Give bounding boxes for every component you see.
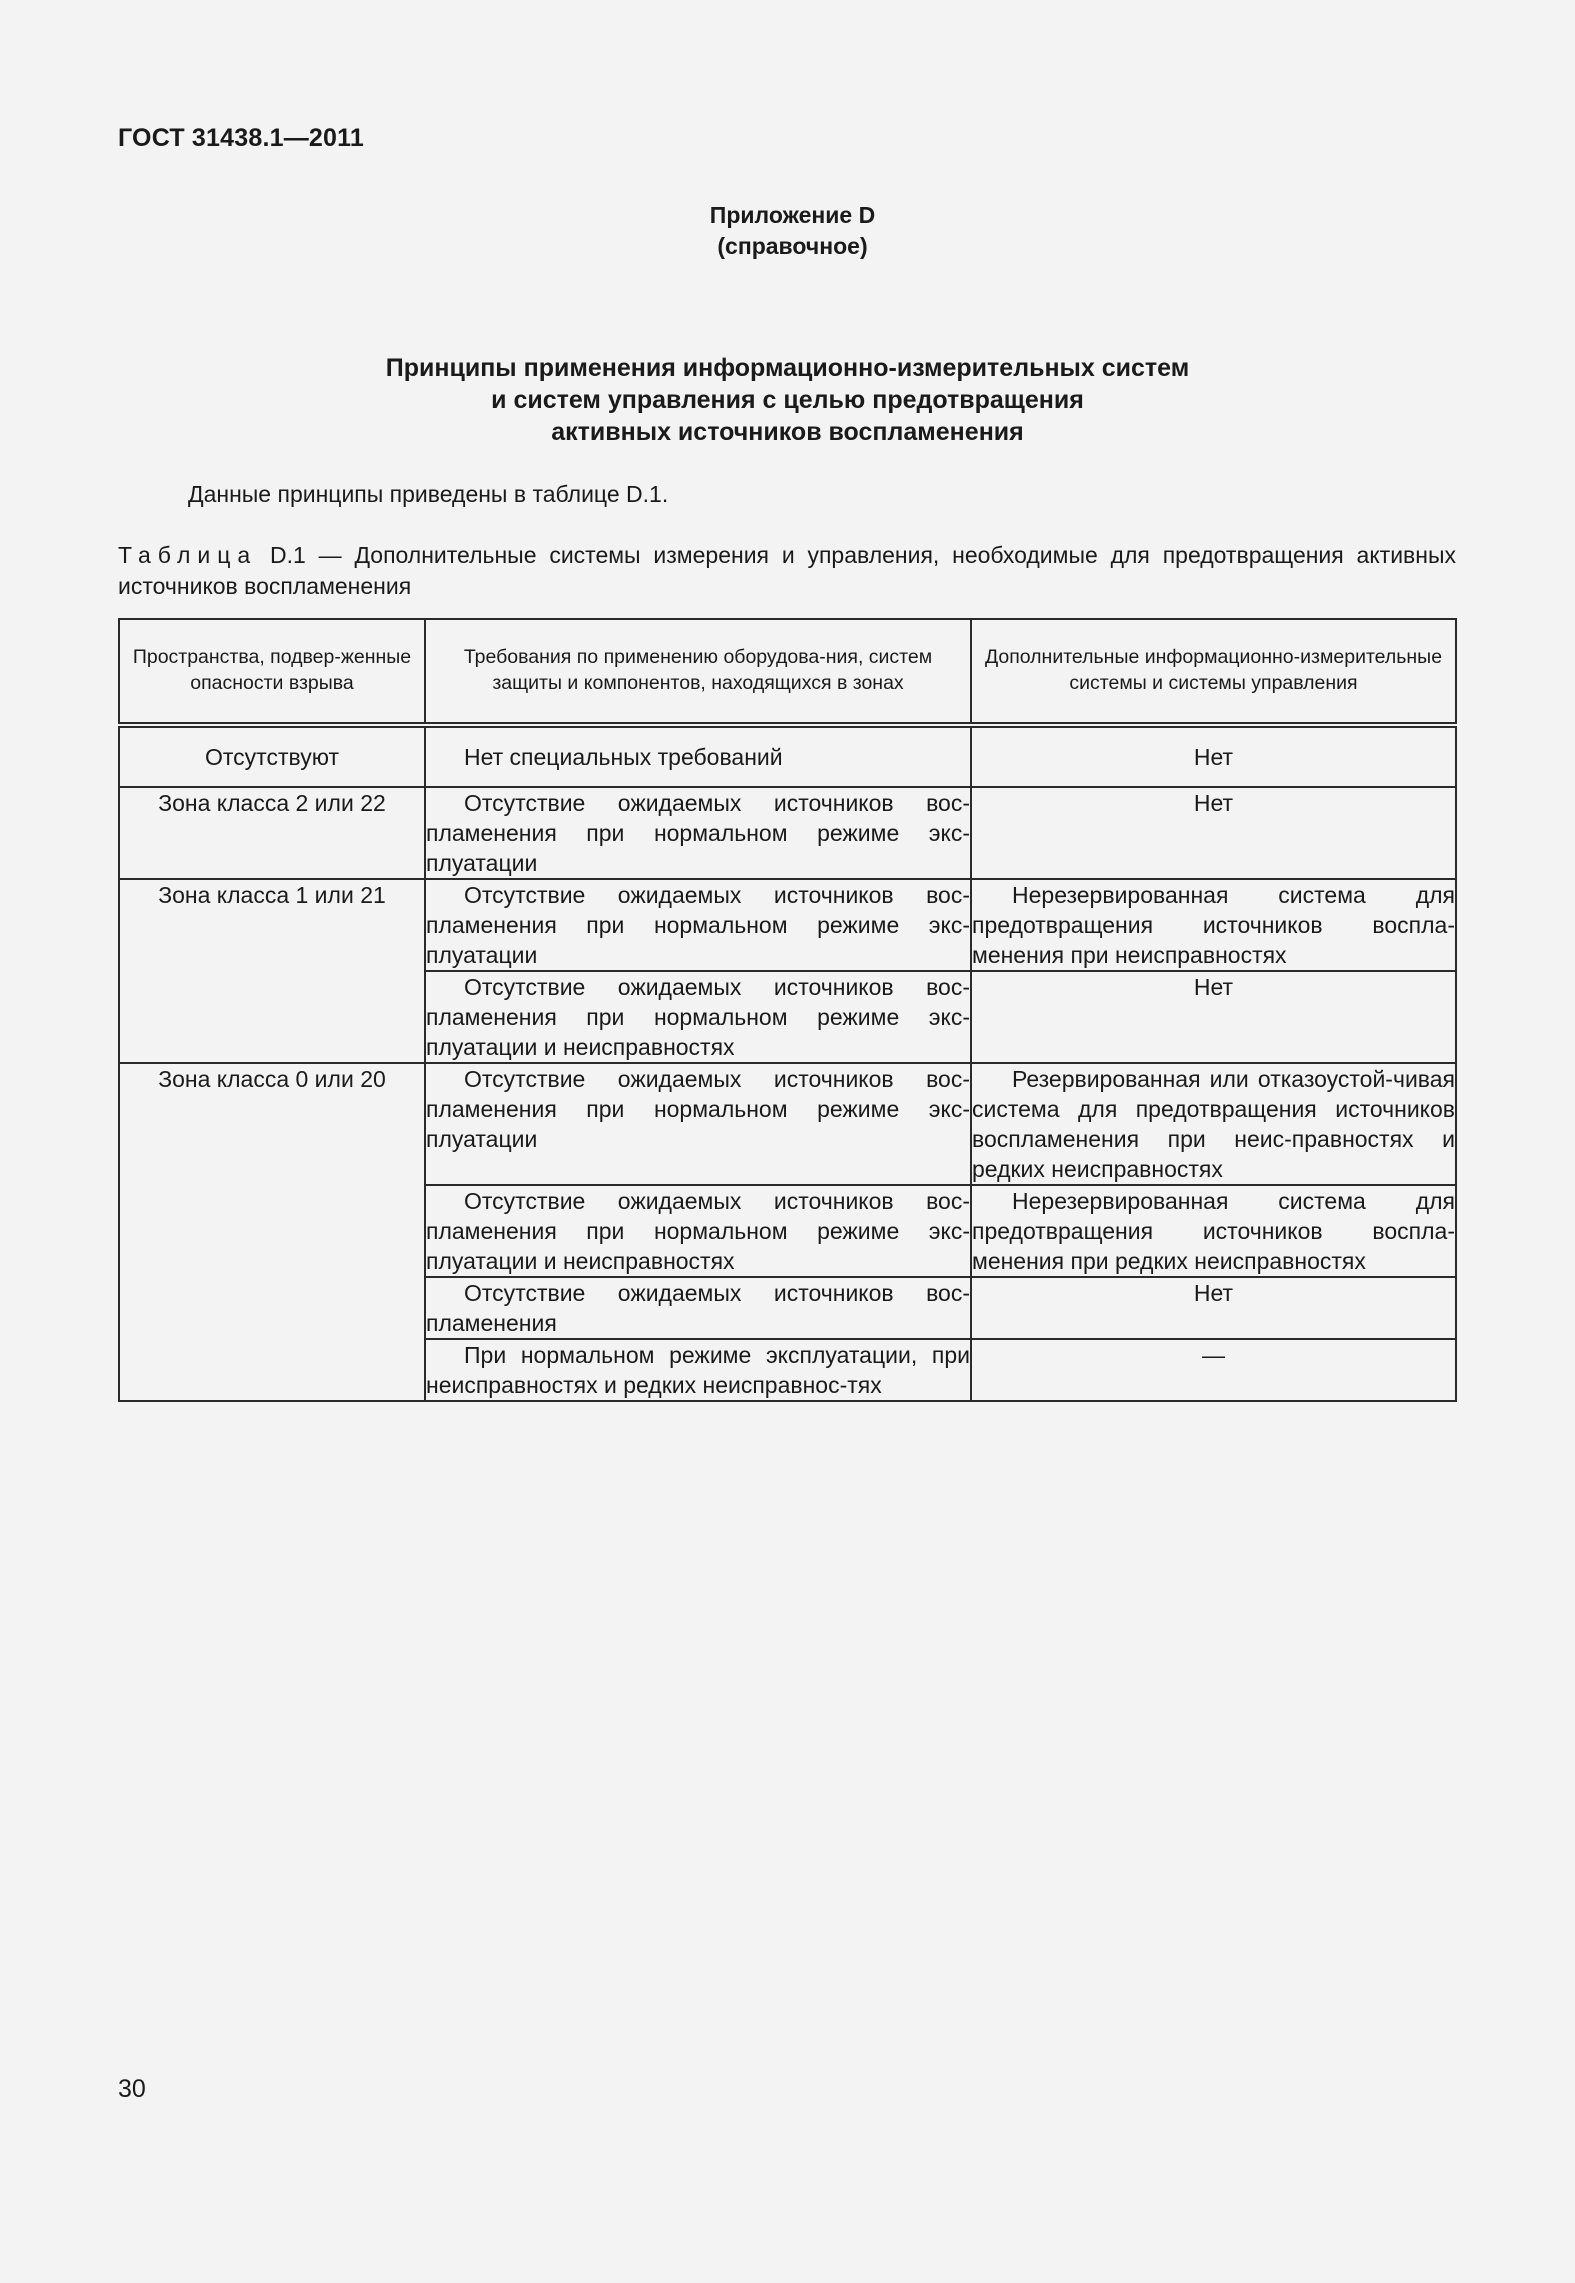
requirement-text: Отсутствие ожидаемых источников вос-пламенения при нормальном режиме экс-плуатации <box>426 882 970 968</box>
requirement-cell <box>425 1185 971 1277</box>
additional-system-cell: Нет <box>971 971 1456 1063</box>
additional-system-text: Нерезервированная система для предотвращения источников воспла-менения при неисправностях <box>972 882 1455 968</box>
requirement-cell <box>425 725 971 787</box>
requirement-text: При нормальном режиме эксплуатации, при неисправностях и редких неисправнос-тях <box>426 1342 970 1398</box>
additional-system-cell: Нет <box>971 787 1456 879</box>
annex-heading <box>0 200 1575 262</box>
requirement-text: Отсутствие ожидаемых источников вос-пламенения <box>426 1280 970 1336</box>
zone-cell-class-0: Зона класса 0 или 20 <box>119 1063 425 1401</box>
requirement-text: Отсутствие ожидаемых источников вос-пламенения при нормальном режиме экс-плуатации <box>426 1066 970 1152</box>
additional-system-cell <box>971 1185 1456 1277</box>
requirement-text: Отсутствие ожидаемых источников вос-пламенения при нормальном режиме экс-плуатации и неисправностях <box>426 974 970 1060</box>
table-d1 <box>118 618 1457 1402</box>
zone-cell-class-1: Зона класса 1 или 21 <box>119 879 425 1063</box>
annex-title-line-1: Принципы применения информационно-измерительных систем <box>385 354 1190 382</box>
additional-system-cell <box>971 879 1456 971</box>
document-code: ГОСТ 31438.1—2011 <box>118 124 364 152</box>
table-header-row <box>119 619 1456 725</box>
requirement-text: Нет специальных требований <box>464 744 783 770</box>
intro-paragraph: Данные принципы приведены в таблице D.1. <box>188 481 669 507</box>
header-hazard-spaces: Пространства, подвер-женные опасности взрыва <box>119 619 425 725</box>
additional-system-cell: Нет <box>971 1277 1456 1339</box>
requirement-cell <box>425 787 971 879</box>
annex-label: Приложение D <box>709 202 876 228</box>
table-caption-text: D.1 — Дополнительные системы измерения и управления, необходимые для предотвращения активных источников воспламенения <box>118 542 1456 599</box>
table-row <box>119 725 1456 787</box>
requirement-text: Отсутствие ожидаемых источников вос-пламенения при нормальном режиме экс-плуатации <box>426 790 970 876</box>
annex-title <box>0 352 1575 448</box>
additional-system-cell: Нет <box>971 725 1456 787</box>
requirement-cell <box>425 879 971 971</box>
annex-type: (справочное) <box>717 233 868 259</box>
additional-system-cell <box>971 1063 1456 1185</box>
table-row <box>119 787 1456 879</box>
table-row <box>119 1063 1456 1185</box>
zone-cell-none: Отсутствуют <box>119 725 425 787</box>
additional-system-text: Резервированная или отказоустой-чивая система для предотвращения источников воспламенения при неис-правностях и редких неисправностях <box>972 1066 1455 1182</box>
requirement-cell <box>425 1063 971 1185</box>
annex-title-line-2: и систем управления с целью предотвращения <box>491 386 1084 414</box>
header-equipment-requirements: Требования по применению оборудова-ния, систем защиты и компонентов, находящихся в зонах <box>425 619 971 725</box>
table-caption <box>118 540 1456 602</box>
additional-system-cell: — <box>971 1339 1456 1401</box>
zone-cell-class-2: Зона класса 2 или 22 <box>119 787 425 879</box>
table-caption-label: Таблица <box>118 542 258 568</box>
requirement-text: Отсутствие ожидаемых источников вос-пламенения при нормальном режиме экс-плуатации и неисправностях <box>426 1188 970 1274</box>
requirement-cell <box>425 971 971 1063</box>
page-number: 30 <box>118 2075 146 2103</box>
additional-system-text: Нерезервированная система для предотвращения источников воспла-менения при редких неисправностях <box>972 1188 1455 1274</box>
annex-title-line-3: активных источников воспламенения <box>551 418 1024 446</box>
requirement-cell <box>425 1339 971 1401</box>
table-row <box>119 879 1456 971</box>
requirement-cell <box>425 1277 971 1339</box>
header-additional-systems: Дополнительные информационно-измерительные системы и системы управления <box>971 619 1456 725</box>
